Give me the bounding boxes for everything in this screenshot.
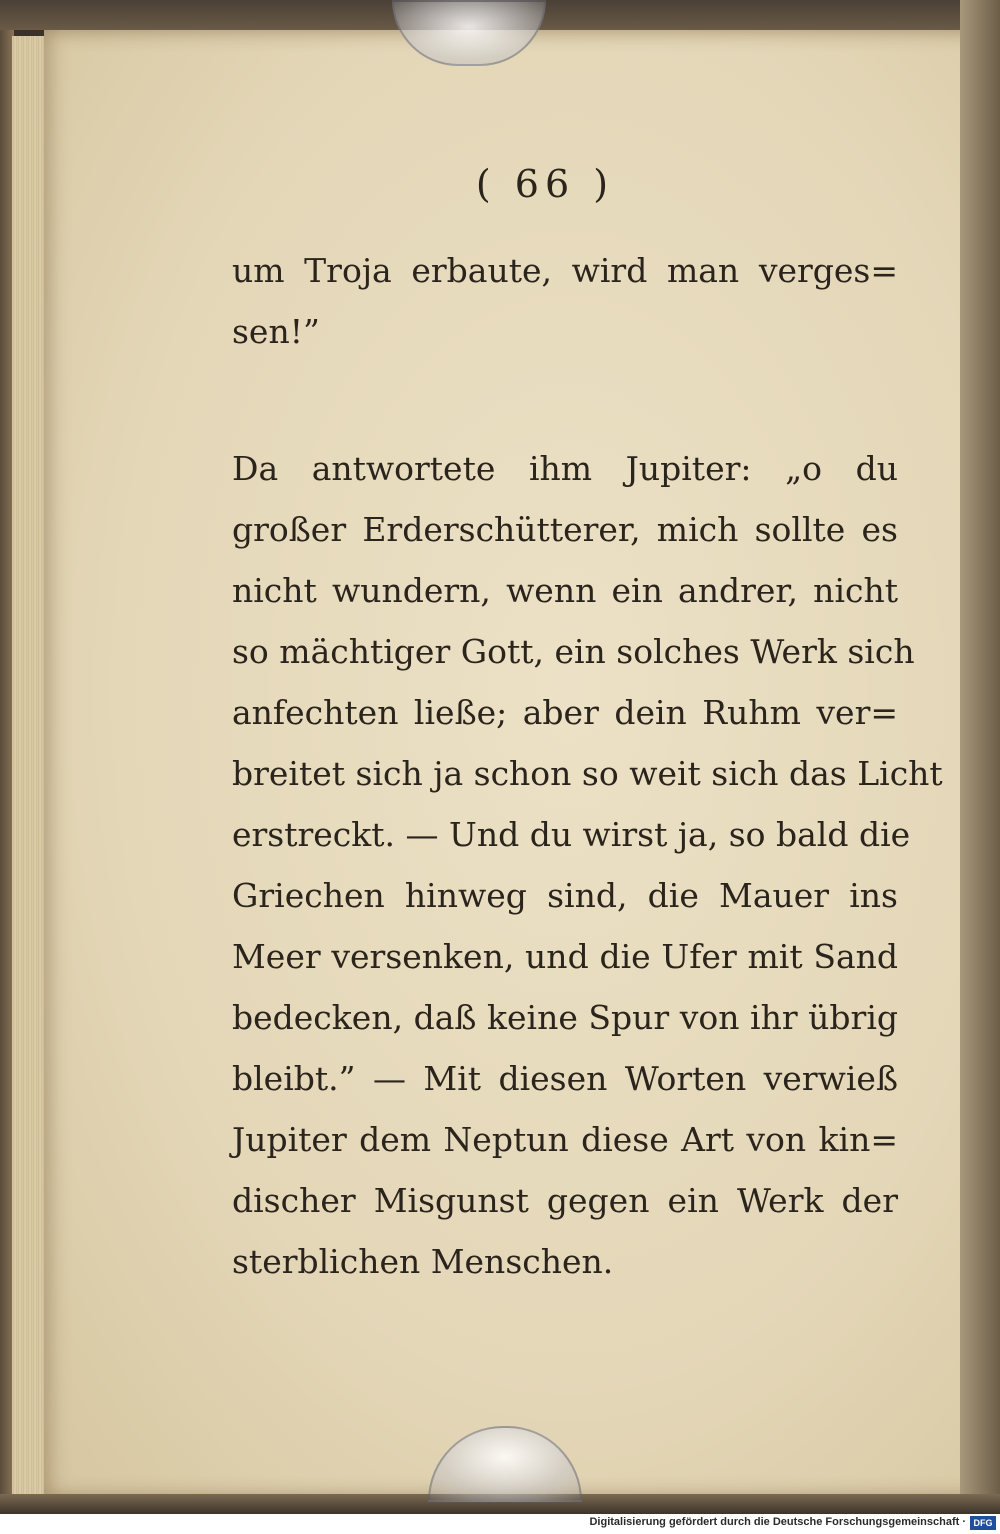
text-line: breitet sich ja schon so weit sich das Licht xyxy=(232,754,943,793)
text-line: so mächtiger Gott, ein solches Werk sich xyxy=(232,632,915,671)
text-line: bedecken, daß keine Spur von ihr übrig xyxy=(232,998,898,1037)
page-number: ( 66 ) xyxy=(475,162,615,206)
text-line: erstreckt. — Und du wirst ja, so bald die xyxy=(232,815,911,854)
text-line: sen!” xyxy=(232,312,320,351)
book-cover-right xyxy=(960,0,1000,1510)
funding-credit: Digitalisierung gefördert durch die Deutsche Forschungsgemeinschaft · xyxy=(589,1516,966,1528)
dfg-logo: DFG xyxy=(970,1516,996,1530)
text-line: großer Erderschütterer, mich sollte es xyxy=(232,510,898,549)
text-line: nicht wundern, wenn ein andrer, nicht xyxy=(232,571,898,610)
text-line: sterblichen Menschen. xyxy=(232,1242,614,1281)
text-line: Griechen hinweg sind, die Mauer ins xyxy=(232,876,898,915)
text-line: Meer versenken, und die Ufer mit Sand xyxy=(232,937,898,976)
paragraph-gap xyxy=(232,362,898,438)
text-line: Da antwortete ihm Jupiter: „o du xyxy=(232,449,898,488)
text-line: anfechten ließe; aber dein Ruhm ver= xyxy=(232,693,898,732)
text-line: um Troja erbaute, wird man verges= xyxy=(232,251,898,290)
page-edges xyxy=(12,36,46,1496)
text-line: bleibt.” — Mit diesen Worten verwieß xyxy=(232,1059,898,1098)
text-line: discher Misgunst gegen ein Werk der xyxy=(232,1181,898,1220)
body-text xyxy=(232,240,943,1292)
footer-bar xyxy=(0,1514,1000,1534)
text-line: Jupiter dem Neptun diese Art von kin= xyxy=(232,1120,898,1159)
